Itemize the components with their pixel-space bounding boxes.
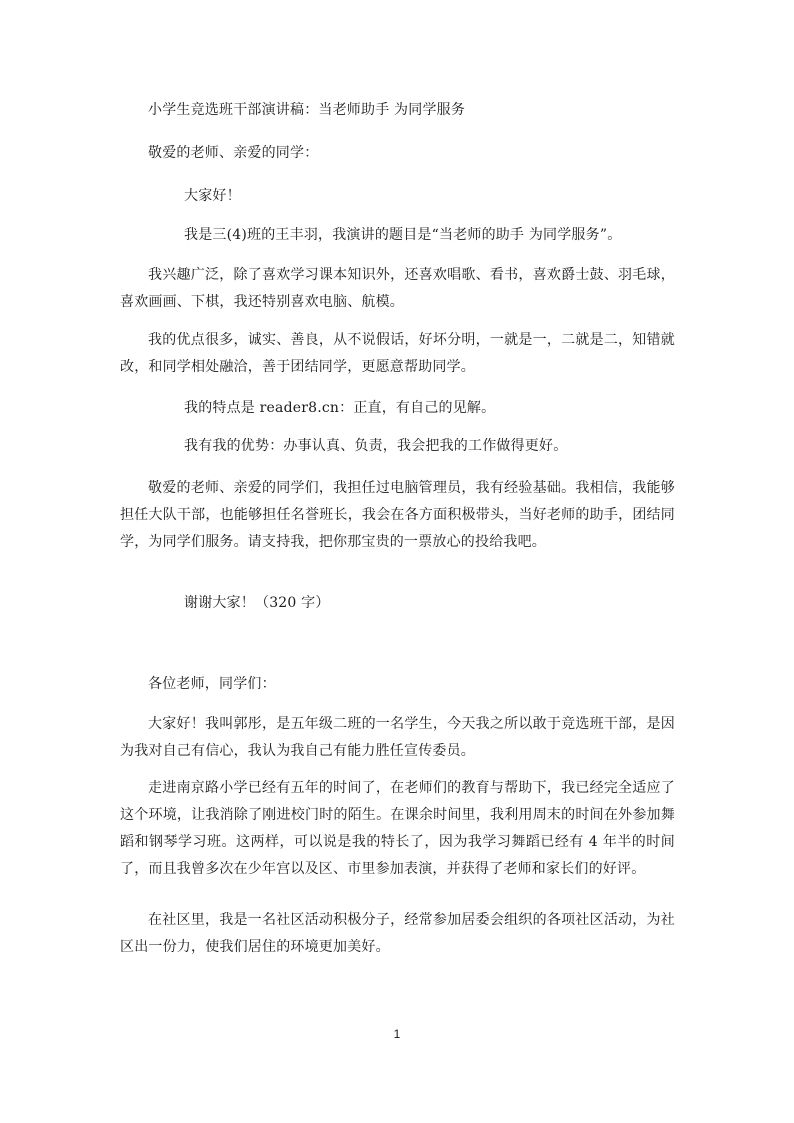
page-number: 1 [393,1027,401,1041]
document-title: 小学生竞选班干部演讲稿：当老师助手 为同学服务 [148,102,466,118]
speech1-paragraph-3: 我的优点很多，诚实、善良，从不说假话，好坏分明，一就是一，二就是二，知错就改，和同学相处融洽，善于团结同学，更愿意帮助同学。 [120,332,675,375]
speech1-closing: 谢谢大家！（320 字） [184,595,330,611]
speech1-paragraph-4: 我的特点是 reader8.cn：正直，有自己的见解。 [184,400,496,416]
speech1-greeting: 大家好！ [184,188,241,204]
speech1-salutation: 敬爱的老师、亲爱的同学： [148,145,319,161]
speech2-paragraph-2: 走进南京路小学已经有五年的时间了，在老师们的教育与帮助下，我已经完全适应了这个环境，让我消除了刚进校门时的陌生。在课余时间里，我利用周末的时间在外参加舞蹈和钢琴学习班。这两样，可以说是我的特长了，因为我学习舞蹈已经有 4 年半的时间了，而且我曾多次在少年宫以及区、市里参加表演，并获得了老师和家长们的好评。 [120,780,675,877]
speech1-paragraph-1: 我是三(4)班的王丰羽，我演讲的题目是“当老师的助手 为同学服务”。 [184,227,622,243]
speech1-paragraph-2: 我兴趣广泛，除了喜欢学习课本知识外，还喜欢唱歌、看书，喜欢爵士鼓、羽毛球，喜欢画画、下棋，我还特别喜欢电脑、航模。 [120,267,675,310]
speech2-salutation: 各位老师，同学们： [148,676,276,692]
speech1-paragraph-6: 敬爱的老师、亲爱的同学们，我担任过电脑管理员，我有经验基础。我相信，我能够担任大队干部，也能够担任名誉班长，我会在各方面积极带头，当好老师的助手，团结同学，为同学们服务。请支持我，把你那宝贵的一票放心的投给我吧。 [120,480,675,550]
speech1-paragraph-5: 我有我的优势：办事认真、负责，我会把我的工作做得更好。 [184,438,568,454]
speech2-paragraph-3: 在社区里，我是一名社区活动积极分子，经常参加居委会组织的各项社区活动，为社区出一份力，使我们居住的环境更加美好。 [120,912,675,955]
speech2-paragraph-1: 大家好！我叫郭彤，是五年级二班的一名学生，今天我之所以敢于竞选班干部，是因为我对自己有信心，我认为我自己有能力胜任宣传委员。 [120,716,675,759]
